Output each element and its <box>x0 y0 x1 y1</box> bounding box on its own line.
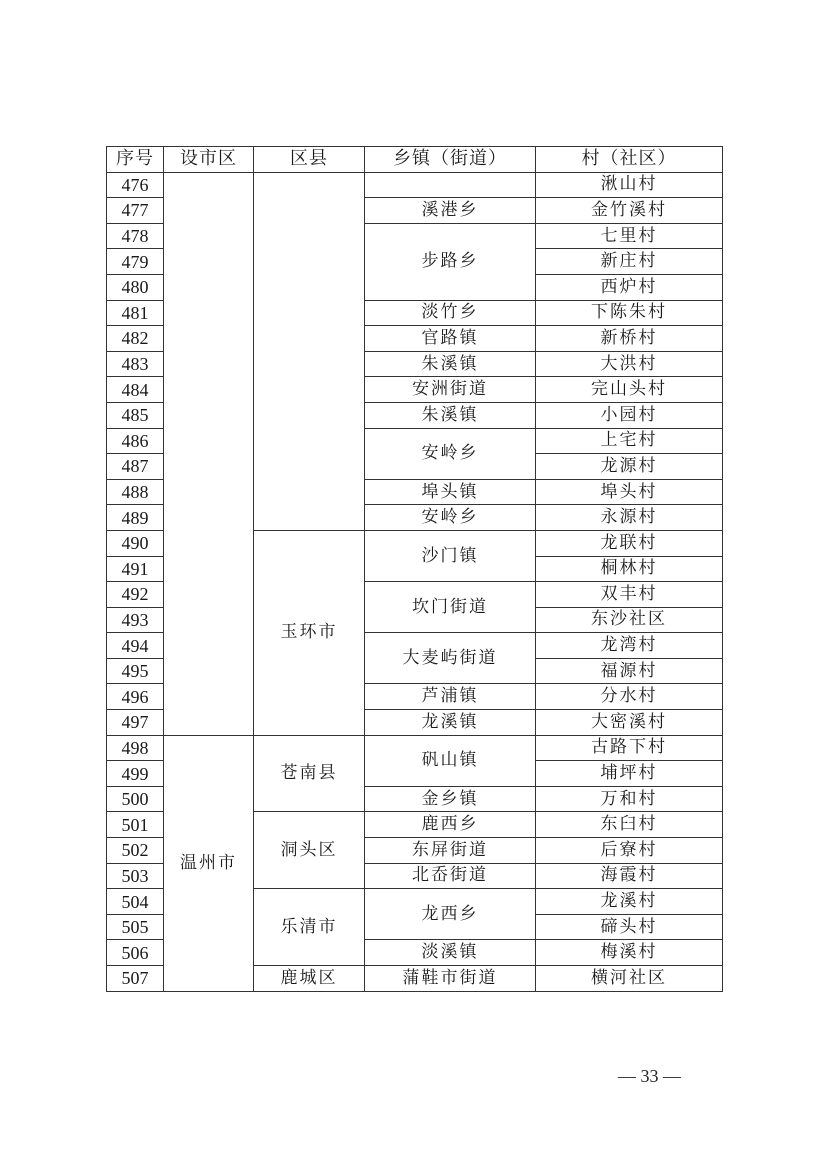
serial-cell: 477 <box>107 198 164 224</box>
town-cell: 东屏街道 <box>365 838 536 864</box>
village-cell: 新桥村 <box>536 326 723 352</box>
town-cell: 坎门街道 <box>365 582 536 633</box>
serial-cell: 499 <box>107 761 164 787</box>
town-cell: 安洲街道 <box>365 377 536 403</box>
village-cell: 万和村 <box>536 786 723 812</box>
town-cell <box>365 172 536 198</box>
serial-cell: 488 <box>107 479 164 505</box>
serial-cell: 504 <box>107 889 164 915</box>
village-cell: 小园村 <box>536 402 723 428</box>
city-cell: 温州市 <box>164 735 254 991</box>
village-cell: 永源村 <box>536 505 723 531</box>
serial-cell: 491 <box>107 556 164 582</box>
serial-cell: 481 <box>107 300 164 326</box>
village-cell: 龙湾村 <box>536 633 723 659</box>
village-cell: 埠头村 <box>536 479 723 505</box>
serial-cell: 486 <box>107 428 164 454</box>
village-cell: 大密溪村 <box>536 710 723 736</box>
serial-cell: 498 <box>107 735 164 761</box>
header-county: 区县 <box>254 147 365 173</box>
village-cell: 完山头村 <box>536 377 723 403</box>
county-cell <box>254 172 365 530</box>
serial-cell: 487 <box>107 454 164 480</box>
village-cell: 福源村 <box>536 658 723 684</box>
serial-cell: 506 <box>107 940 164 966</box>
serial-cell: 484 <box>107 377 164 403</box>
village-cell: 横河社区 <box>536 966 723 992</box>
town-cell: 鹿西乡 <box>365 812 536 838</box>
town-cell: 龙溪镇 <box>365 710 536 736</box>
village-cell: 双丰村 <box>536 582 723 608</box>
town-cell: 朱溪镇 <box>365 351 536 377</box>
serial-cell: 500 <box>107 786 164 812</box>
town-cell: 淡溪镇 <box>365 940 536 966</box>
town-cell: 沙门镇 <box>365 530 536 581</box>
serial-cell: 507 <box>107 966 164 992</box>
village-cell: 新庄村 <box>536 249 723 275</box>
village-list-table <box>106 146 723 992</box>
county-cell: 苍南县 <box>254 735 365 812</box>
serial-cell: 478 <box>107 223 164 249</box>
town-cell: 埠头镇 <box>365 479 536 505</box>
village-cell: 湫山村 <box>536 172 723 198</box>
village-cell: 分水村 <box>536 684 723 710</box>
town-cell: 官路镇 <box>365 326 536 352</box>
serial-cell: 505 <box>107 914 164 940</box>
serial-cell: 483 <box>107 351 164 377</box>
table-row <box>107 172 723 198</box>
town-cell: 大麦屿街道 <box>365 633 536 684</box>
town-cell: 金乡镇 <box>365 786 536 812</box>
serial-cell: 497 <box>107 710 164 736</box>
serial-cell: 480 <box>107 274 164 300</box>
village-cell: 埔坪村 <box>536 761 723 787</box>
header-village: 村（社区） <box>536 147 723 173</box>
serial-cell: 479 <box>107 249 164 275</box>
town-cell: 蒲鞋市街道 <box>365 966 536 992</box>
village-cell: 西炉村 <box>536 274 723 300</box>
table-header-row <box>107 147 723 173</box>
village-cell: 东沙社区 <box>536 607 723 633</box>
village-cell: 金竹溪村 <box>536 198 723 224</box>
serial-cell: 501 <box>107 812 164 838</box>
county-cell: 乐清市 <box>254 889 365 966</box>
town-cell: 溪港乡 <box>365 198 536 224</box>
header-serial: 序号 <box>107 147 164 173</box>
village-cell: 龙源村 <box>536 454 723 480</box>
village-cell: 桐林村 <box>536 556 723 582</box>
village-cell: 海霞村 <box>536 863 723 889</box>
county-cell: 鹿城区 <box>254 966 365 992</box>
town-cell: 朱溪镇 <box>365 402 536 428</box>
serial-cell: 490 <box>107 530 164 556</box>
village-cell: 龙联村 <box>536 530 723 556</box>
header-city: 设市区 <box>164 147 254 173</box>
village-cell: 上宅村 <box>536 428 723 454</box>
serial-cell: 502 <box>107 838 164 864</box>
page-number: — 33 — <box>618 1066 681 1086</box>
serial-cell: 503 <box>107 863 164 889</box>
serial-cell: 496 <box>107 684 164 710</box>
town-cell: 安岭乡 <box>365 505 536 531</box>
town-cell: 北岙街道 <box>365 863 536 889</box>
serial-cell: 493 <box>107 607 164 633</box>
village-cell: 七里村 <box>536 223 723 249</box>
county-cell: 玉环市 <box>254 530 365 735</box>
serial-cell: 485 <box>107 402 164 428</box>
table-row <box>107 735 723 761</box>
village-cell: 东臼村 <box>536 812 723 838</box>
town-cell: 淡竹乡 <box>365 300 536 326</box>
village-cell: 后寮村 <box>536 838 723 864</box>
town-cell: 安岭乡 <box>365 428 536 479</box>
serial-cell: 476 <box>107 172 164 198</box>
serial-cell: 489 <box>107 505 164 531</box>
village-cell: 龙溪村 <box>536 889 723 915</box>
header-town: 乡镇（街道） <box>365 147 536 173</box>
city-cell <box>164 172 254 735</box>
village-cell: 梅溪村 <box>536 940 723 966</box>
serial-cell: 495 <box>107 658 164 684</box>
village-cell: 下陈朱村 <box>536 300 723 326</box>
serial-cell: 482 <box>107 326 164 352</box>
village-cell: 古路下村 <box>536 735 723 761</box>
serial-cell: 492 <box>107 582 164 608</box>
county-cell: 洞头区 <box>254 812 365 889</box>
town-cell: 步路乡 <box>365 223 536 300</box>
serial-cell: 494 <box>107 633 164 659</box>
town-cell: 龙西乡 <box>365 889 536 940</box>
town-cell: 矾山镇 <box>365 735 536 786</box>
village-cell: 碲头村 <box>536 914 723 940</box>
village-cell: 大洪村 <box>536 351 723 377</box>
town-cell: 芦浦镇 <box>365 684 536 710</box>
